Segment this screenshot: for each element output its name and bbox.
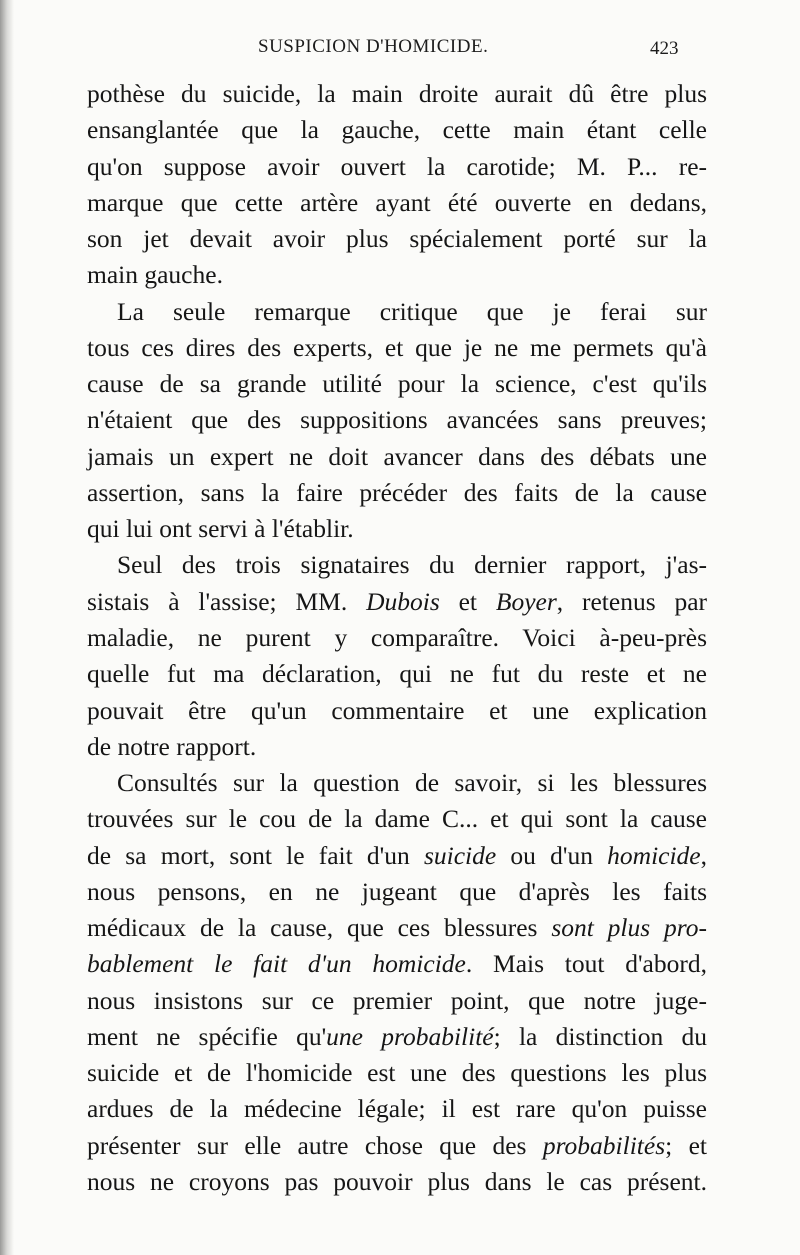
text-line: qui lui ont servi à l'établir. bbox=[87, 514, 354, 544]
italic-word-probabilites: probabilités bbox=[542, 1130, 666, 1160]
text-line: de notre rapport. bbox=[87, 731, 257, 761]
body-text bbox=[87, 76, 707, 1200]
paragraph-start-line: La seule remarque critique que je ferai sur bbox=[117, 296, 707, 326]
page-number: 423 bbox=[650, 38, 679, 59]
italic-word-homicide: homicide bbox=[607, 840, 701, 870]
italic-phrase-une-probabilite: une probabilité bbox=[326, 1021, 494, 1051]
italic-phrase-fait-homicide: bablement le fait d'un homicide bbox=[87, 949, 466, 979]
italic-phrase-plus-probablement: sont plus pro- bbox=[551, 913, 707, 943]
italic-name-boyer: Boyer bbox=[495, 586, 557, 616]
text-line: nous pensons, en ne jugeant que d'après les faits bbox=[87, 876, 707, 906]
paragraph-start-line: Consultés sur la question de savoir, si les blessures bbox=[117, 768, 707, 798]
running-title: SUSPICION D'HOMICIDE. bbox=[258, 36, 489, 57]
text-line: ardues de la médecine légale; il est rare qu'on puisse bbox=[87, 1094, 707, 1124]
italic-word-suicide: suicide bbox=[423, 840, 497, 870]
text-line: maladie, ne purent y comparaître. Voici à-peu-près bbox=[87, 622, 707, 652]
text-line: cause de sa grande utilité pour la science, c'est qu'ils bbox=[87, 369, 707, 399]
text-line: qu'on suppose avoir ouvert la carotide; M. P... re- bbox=[87, 151, 707, 181]
running-header bbox=[0, 30, 800, 64]
text-line: son jet devait avoir plus spécialement porté sur la bbox=[87, 224, 707, 254]
text-line: ment ne spécifie qu'une probabilité; la distinction du bbox=[87, 1021, 708, 1051]
text-line: jamais un expert ne doit avancer dans des débats une bbox=[87, 441, 707, 471]
text-line: pouvait être qu'un commentaire et une explication bbox=[87, 695, 707, 725]
text-line: tous ces dires des experts, et que je ne me permets qu'à bbox=[87, 332, 707, 362]
paragraph-start-line: Seul des trois signataires du dernier rapport, j'as- bbox=[117, 550, 707, 580]
text-line: ensanglantée que la gauche, cette main étant celle bbox=[87, 115, 707, 145]
text-line: sistais à l'assise; MM. Dubois et Boyer, retenus par bbox=[87, 586, 708, 616]
text-line: médicaux de la cause, que ces blessures sont plus pro- bbox=[87, 913, 707, 943]
text-line: assertion, sans la faire précéder des faits de la cause bbox=[87, 477, 707, 507]
text-line: quelle fut ma déclaration, qui ne fut du reste et ne bbox=[87, 659, 707, 689]
text-line: trouvées sur le cou de la dame C... et qui sont la cause bbox=[87, 804, 707, 834]
text-line: n'étaient que des suppositions avancées sans preuves; bbox=[87, 405, 707, 435]
text-line: de sa mort, sont le fait d'un suicide ou d'un homicide, bbox=[87, 840, 708, 870]
text-line: marque que cette artère ayant été ouverte en dedans, bbox=[87, 187, 707, 217]
page-gutter-shadow bbox=[0, 0, 14, 1255]
text-line: présenter sur elle autre chose que des probabilités; et bbox=[87, 1130, 707, 1160]
text-line: suicide et de l'homicide est une des questions les plus bbox=[87, 1058, 707, 1088]
text-line: bablement le fait d'un homicide. Mais tout d'abord, bbox=[87, 949, 707, 979]
text-line: nous ne croyons pas pouvoir plus dans le cas présent. bbox=[87, 1166, 707, 1196]
text-line: pothèse du suicide, la main droite aurait dû être plus bbox=[87, 79, 707, 108]
italic-name-dubois: Dubois bbox=[366, 586, 440, 616]
text-line: main gauche. bbox=[87, 260, 223, 290]
text-line: nous insistons sur ce premier point, que notre juge- bbox=[87, 985, 707, 1015]
